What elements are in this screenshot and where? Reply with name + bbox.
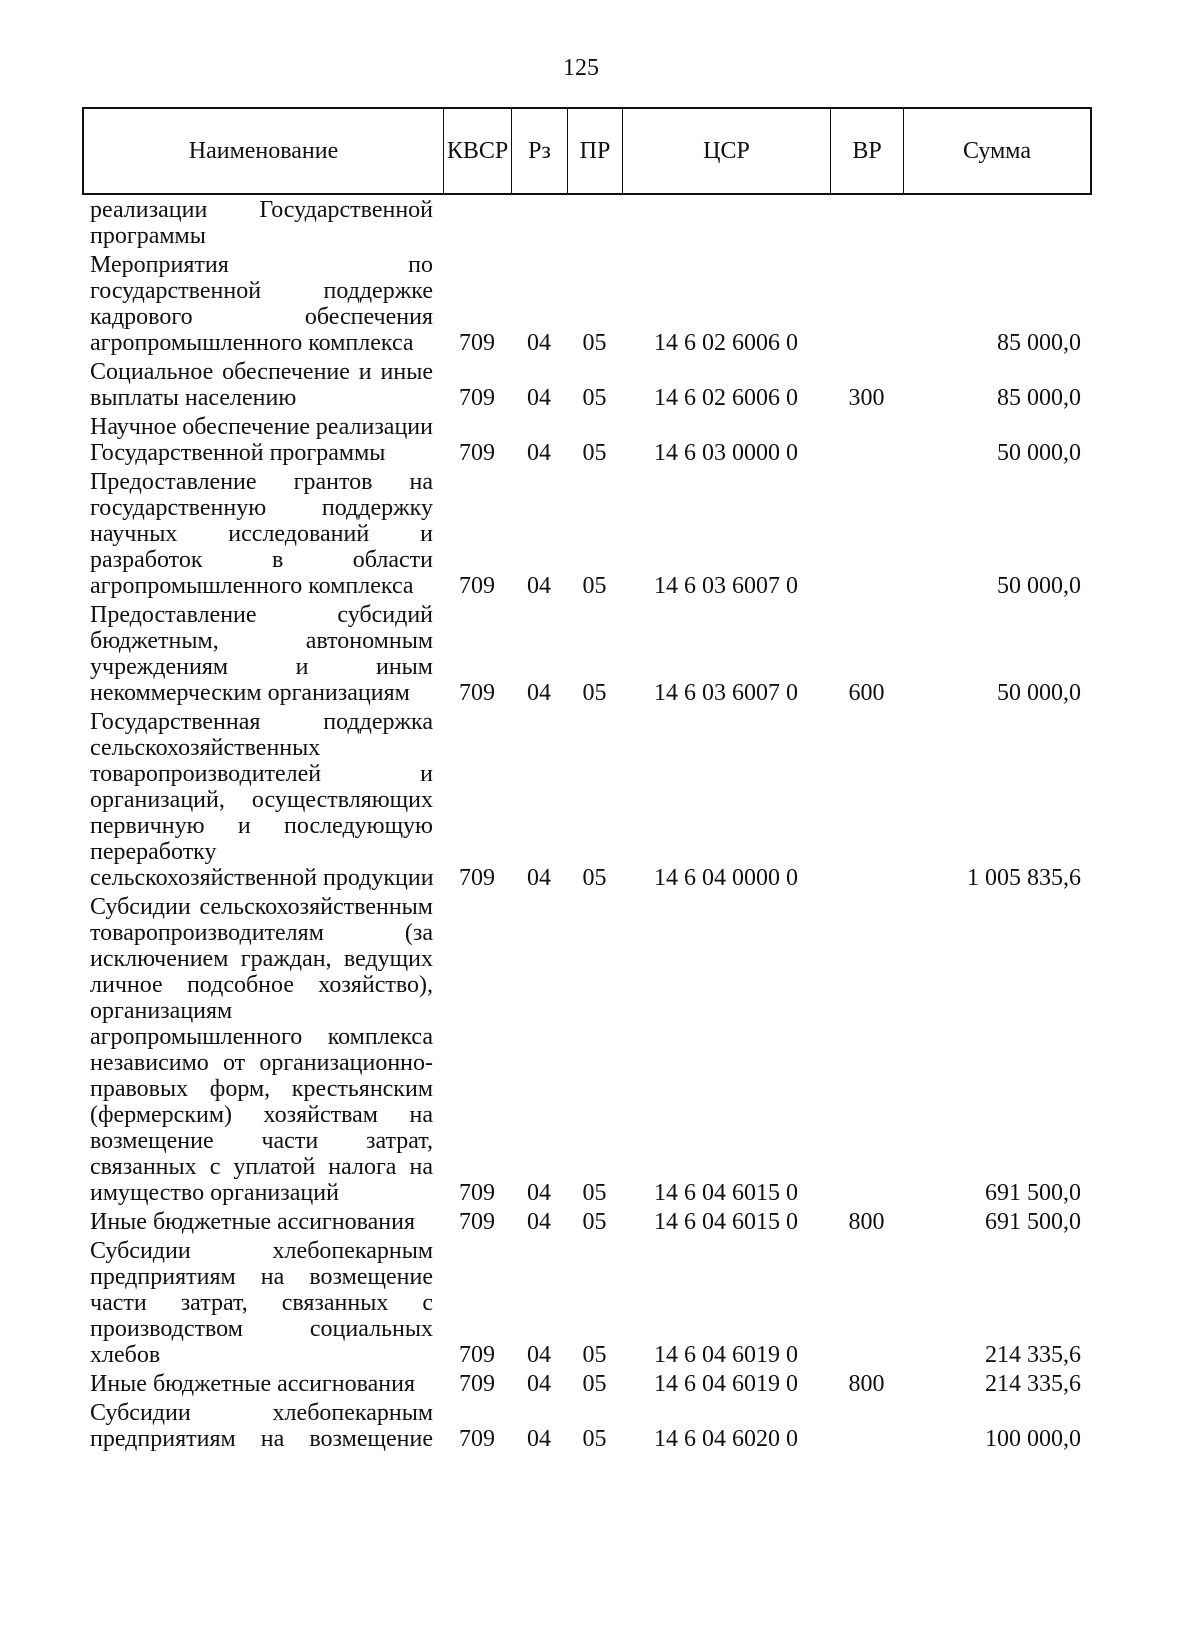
header-name: Наименование (188, 138, 339, 164)
row-name (82, 1238, 443, 1368)
name-line: Социальное обеспечение и иные (90, 359, 433, 385)
header-vr: ВР (830, 109, 903, 193)
table-row (82, 1206, 1092, 1235)
table-body (82, 197, 1092, 1452)
cell-kvsr: 709 (459, 573, 495, 599)
cell-rz: 04 (527, 680, 551, 706)
table-row (82, 466, 1092, 599)
cell-pr: 05 (582, 573, 607, 599)
cell-vr: 800 (848, 1209, 885, 1235)
name-line: Мероприятия по (90, 252, 433, 278)
name-line: (фермерским) хозяйствам на (90, 1102, 433, 1128)
cell-sum: 691 500,0 (985, 1180, 1081, 1206)
cell-pr: 05 (582, 680, 607, 706)
cell-kvsr: 709 (459, 1180, 495, 1206)
table-row (82, 249, 1092, 356)
header-kvsr: КВСР (443, 109, 511, 193)
header-rz: Рз (511, 109, 567, 193)
name-line: программы (90, 223, 206, 249)
row-name (82, 1209, 443, 1235)
name-line: учреждениям и иным (90, 654, 433, 680)
row-name (82, 602, 443, 706)
row-name (82, 469, 443, 599)
header-sum: Сумма (903, 109, 1090, 193)
cell-rz: 04 (527, 385, 551, 411)
table-row (82, 1235, 1092, 1368)
cell-csr: 14 6 02 6006 0 (654, 330, 798, 356)
name-line: реализации Государственной (90, 197, 433, 223)
header-pr: ПР (567, 109, 622, 193)
cell-rz: 04 (527, 330, 551, 356)
name-line: агропромышленного комплекса (90, 1024, 433, 1050)
cell-csr: 14 6 03 0000 0 (654, 440, 798, 466)
table-row (82, 599, 1092, 706)
cell-pr: 05 (582, 1371, 607, 1397)
cell-rz: 04 (527, 1180, 551, 1206)
name-line: кадрового обеспечения (90, 304, 433, 330)
cell-pr: 05 (582, 1180, 607, 1206)
table-header (82, 107, 1092, 195)
name-line: сельскохозяйственных (90, 735, 321, 761)
name-line: государственную поддержку (90, 495, 433, 521)
row-name (82, 709, 443, 891)
cell-kvsr: 709 (459, 1209, 495, 1235)
cell-rz: 04 (527, 865, 551, 891)
name-line: имущество организаций (90, 1180, 339, 1206)
table-row (82, 1368, 1092, 1397)
name-line: Предоставление субсидий (90, 602, 433, 628)
name-line: сельскохозяйственной продукции (90, 865, 434, 891)
cell-pr: 05 (582, 1209, 607, 1235)
cell-sum: 50 000,0 (997, 440, 1081, 466)
table-row (82, 891, 1092, 1206)
cell-rz: 04 (527, 1371, 551, 1397)
name-line: личное подсобное хозяйство), (90, 972, 433, 998)
name-line: Предоставление грантов на (90, 469, 433, 495)
name-line: предприятиям на возмещение (90, 1426, 433, 1452)
cell-sum: 85 000,0 (997, 385, 1081, 411)
name-line: выплаты населению (90, 385, 297, 411)
name-line: Иные бюджетные ассигнования (90, 1209, 415, 1235)
name-line: исключением граждан, ведущих (90, 946, 433, 972)
name-line: организаций, осуществляющих (90, 787, 433, 813)
cell-sum: 50 000,0 (997, 680, 1081, 706)
cell-rz: 04 (527, 1209, 551, 1235)
header-csr: ЦСР (622, 109, 830, 193)
cell-kvsr: 709 (459, 330, 495, 356)
row-name (82, 252, 443, 356)
name-line: Государственная поддержка (90, 709, 433, 735)
name-line: независимо от организационно- (90, 1050, 433, 1076)
cell-sum: 691 500,0 (985, 1209, 1081, 1235)
cell-sum: 85 000,0 (997, 330, 1081, 356)
cell-csr: 14 6 04 6020 0 (654, 1426, 798, 1452)
table-row (82, 1397, 1092, 1452)
cell-csr: 14 6 04 0000 0 (654, 865, 798, 891)
cell-rz: 04 (527, 1426, 551, 1452)
name-line: научных исследований и (90, 521, 433, 547)
name-line: агропромышленного комплекса (90, 330, 414, 356)
cell-pr: 05 (582, 1342, 607, 1368)
name-line: хлебов (90, 1342, 161, 1368)
cell-sum: 50 000,0 (997, 573, 1081, 599)
cell-pr: 05 (582, 865, 607, 891)
name-line: Субсидии хлебопекарным (90, 1238, 433, 1264)
name-line: предприятиям на возмещение (90, 1264, 433, 1290)
cell-kvsr: 709 (459, 1426, 495, 1452)
cell-csr: 14 6 04 6015 0 (654, 1209, 798, 1235)
row-name (82, 359, 443, 411)
cell-vr: 800 (848, 1371, 885, 1397)
cell-vr: 600 (848, 680, 885, 706)
name-line: государственной поддержке (90, 278, 433, 304)
name-line: возмещение части затрат, (90, 1128, 433, 1154)
name-line: организациям (90, 998, 233, 1024)
cell-kvsr: 709 (459, 440, 495, 466)
name-line: первичную и последующую (90, 813, 433, 839)
cell-kvsr: 709 (459, 680, 495, 706)
name-line: товаропроизводителей и (90, 761, 433, 787)
name-line: производством социальных (90, 1316, 433, 1342)
name-line: Государственной программы (90, 440, 386, 466)
name-line: бюджетным, автономным (90, 628, 433, 654)
name-line: Субсидии сельскохозяйственным (90, 894, 433, 920)
cell-kvsr: 709 (459, 865, 495, 891)
cell-pr: 05 (582, 330, 607, 356)
cell-rz: 04 (527, 573, 551, 599)
cell-kvsr: 709 (459, 385, 495, 411)
name-line: правовых форм, крестьянским (90, 1076, 433, 1102)
name-line: Иные бюджетные ассигнования (90, 1371, 415, 1397)
table-row (82, 356, 1092, 411)
name-line: Субсидии хлебопекарным (90, 1400, 433, 1426)
cell-kvsr: 709 (459, 1371, 495, 1397)
cell-csr: 14 6 04 6015 0 (654, 1180, 798, 1206)
cell-sum: 1 005 835,6 (967, 865, 1081, 891)
table-row (82, 706, 1092, 891)
row-name (82, 1400, 443, 1452)
row-name (82, 197, 443, 249)
cell-rz: 04 (527, 1342, 551, 1368)
name-line: товаропроизводителям (за (90, 920, 433, 946)
name-line: связанных с уплатой налога на (90, 1154, 433, 1180)
cell-sum: 214 335,6 (985, 1342, 1081, 1368)
cell-pr: 05 (582, 1426, 607, 1452)
name-line: разработок в области (90, 547, 433, 573)
cell-rz: 04 (527, 440, 551, 466)
cell-csr: 14 6 02 6006 0 (654, 385, 798, 411)
table-row (82, 197, 1092, 249)
cell-sum: 100 000,0 (985, 1426, 1081, 1452)
cell-csr: 14 6 03 6007 0 (654, 680, 798, 706)
cell-sum: 214 335,6 (985, 1371, 1081, 1397)
cell-csr: 14 6 04 6019 0 (654, 1371, 798, 1397)
cell-pr: 05 (582, 385, 607, 411)
name-line: агропромышленного комплекса (90, 573, 414, 599)
cell-kvsr: 709 (459, 1342, 495, 1368)
cell-csr: 14 6 04 6019 0 (654, 1342, 798, 1368)
name-line: переработку (90, 839, 217, 865)
name-line: части затрат, связанных с (90, 1290, 433, 1316)
row-name (82, 894, 443, 1206)
name-line: Научное обеспечение реализации (90, 414, 433, 440)
row-name (82, 1371, 443, 1397)
cell-csr: 14 6 03 6007 0 (654, 573, 798, 599)
page-number: 125 (563, 55, 599, 81)
cell-pr: 05 (582, 440, 607, 466)
table-row (82, 411, 1092, 466)
name-line: некоммерческим организациям (90, 680, 410, 706)
row-name (82, 414, 443, 466)
cell-vr: 300 (848, 385, 885, 411)
